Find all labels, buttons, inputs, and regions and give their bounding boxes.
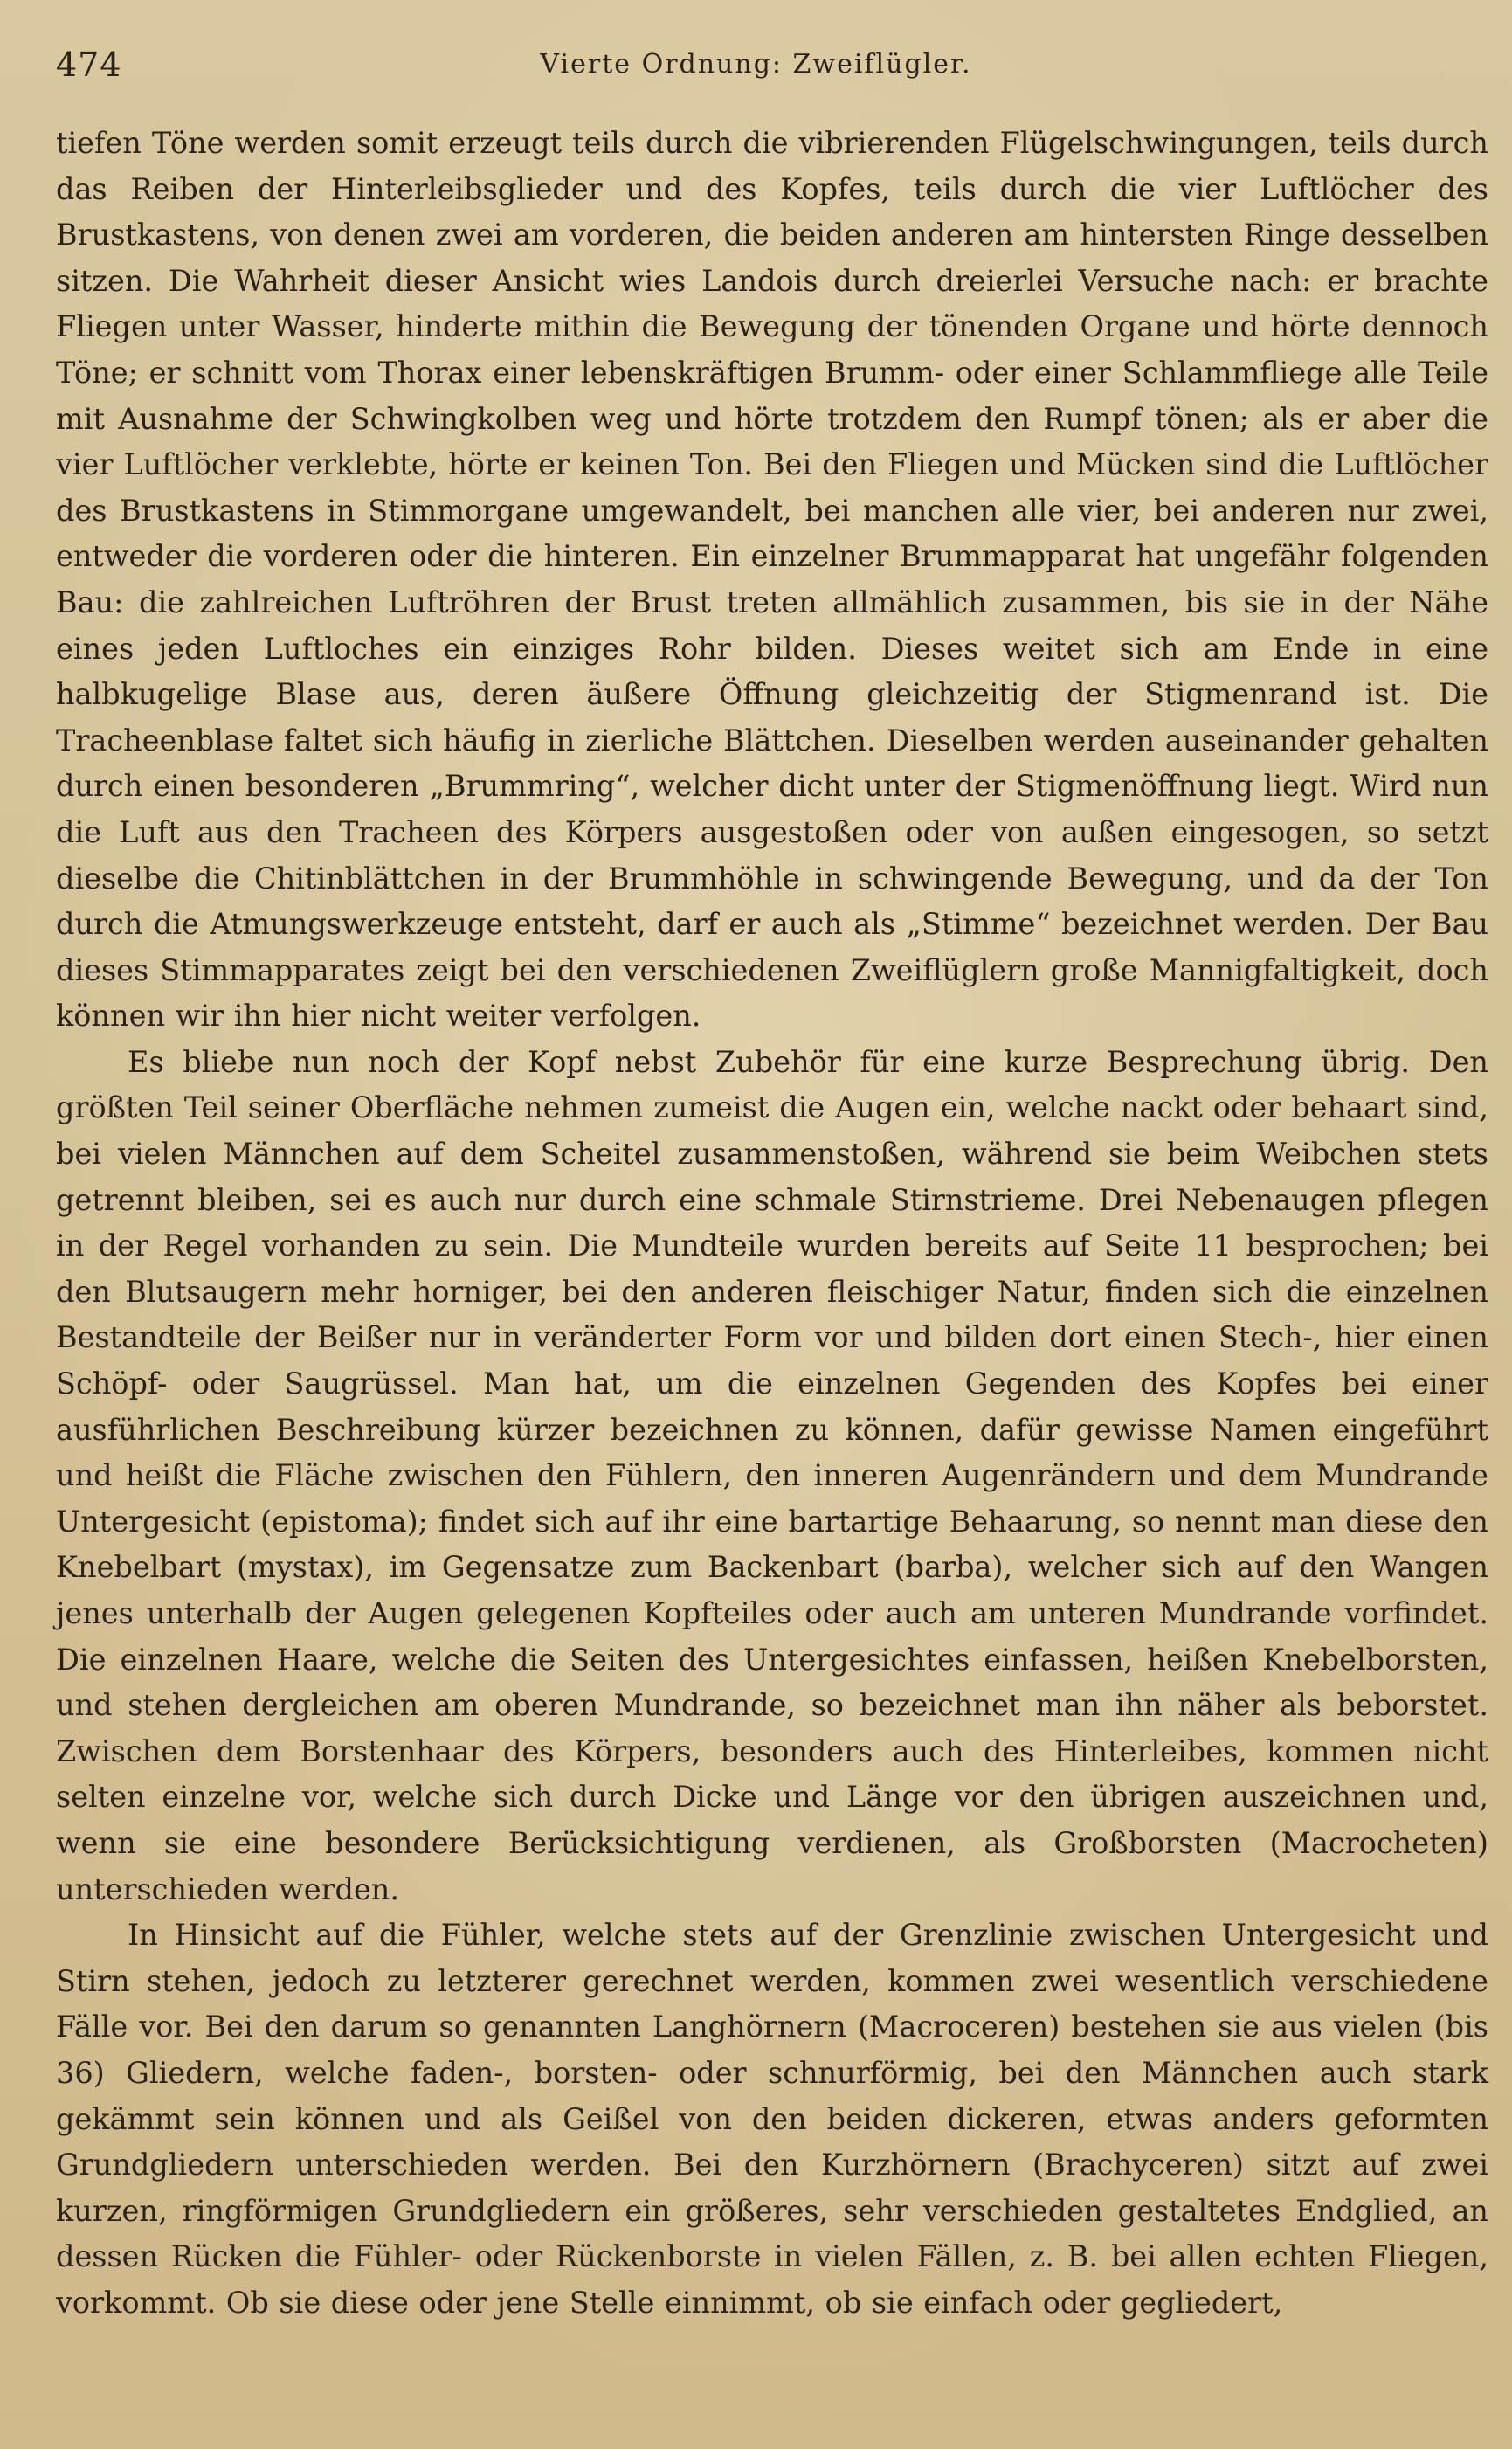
body-text <box>56 121 1488 2327</box>
paragraph-antennae: In Hinsicht auf die Fühler, welche stets auf der Grenzlinie zwischen Untergesicht und Stirn stehen, jedoch zu letzterer gerechnet werden, kommen zwei wesentlich verschiedene Fälle vor. Bei den darum so genannten Langhörnern (Macroceren) bestehen sie aus vielen (bis 36) Gliedern, welche faden-, borsten- oder schnurförmig, bei den Männchen auch stark gekämmt sein können und als Geißel von den beiden dickeren, etwas anders geformten Grundgliedern unterschieden werden. Bei den Kurzhörnern (Brachyceren) sitzt auf zwei kurzen, ringförmigen Grundgliedern ein größeres, sehr verschieden gestaltetes Endglied, an dessen Rücken die Fühler- oder Rückenborste in vielen Fällen, z. B. bei allen echten Fliegen, vorkommt. Ob sie diese oder jene Stelle einnimmt, ob sie einfach oder gegliedert, <box>56 1918 1488 2320</box>
paragraph-head: Es bliebe nun noch der Kopf nebst Zubehör für eine kurze Besprechung übrig. Den größten Teil seiner Oberfläche nehmen zumeist die Augen ein, welche nackt oder behaart sind, bei vielen Männchen auf dem Scheitel zusammenstoßen, während sie beim Weibchen stets getrennt bleiben, sei es auch nur durch eine schmale Stirnstrieme. Drei Nebenaugen pflegen in der Regel vorhanden zu sein. Die Mundteile wurden bereits auf Seite 11 besprochen; bei den Blutsaugern mehr horniger, bei den anderen fleischiger Natur, finden sich die einzelnen Bestandteile der Beißer nur in veränderter Form vor und bilden dort einen Stech-, hier einen Schöpf- oder Saugrüssel. Man hat, um die einzelnen Gegenden des Kopfes bei einer ausführlichen Beschreibung kürzer bezeichnen zu können, dafür gewisse Namen eingeführt und heißt die Fläche zwischen den Fühlern, den inneren Augenrändern und dem Mundrande Untergesicht (epistoma); findet sich auf ihr eine bartartige Behaarung, so nennt man diese den Knebelbart (mystax), im Gegensatze zum Backenbart (barba), welcher sich auf den Wangen jenes unterhalb der Augen gelegenen Kopfteiles oder auch am unteren Mundrande vorfindet. Die einzelnen Haare, welche die Seiten des Untergesichtes einfassen, heißen Knebelborsten, und stehen dergleichen am oberen Mundrande, so bezeichnet man ihn näher als beborstet. Zwischen dem Borstenhaar des Körpers, besonders auch des Hinterleibes, kommen nicht selten einzelne vor, welche sich durch Dicke und Länge vor den übrigen auszeichnen und, wenn sie eine besondere Berücksichtigung verdienen, als Großborsten (Macrocheten) unterschieden werden. <box>56 1044 1488 1906</box>
page-number: 474 <box>56 45 122 84</box>
running-head: Vierte Ordnung: Zweiflügler. <box>540 49 972 80</box>
paragraph-continued: tiefen Töne werden somit erzeugt teils durch die vibrierenden Flügelschwingungen, teils durch das Reiben der Hinterleibsglieder und des Kopfes, teils durch die vier Luftlöcher des Brustkastens, von denen zwei am vorderen, die beiden anderen am hintersten Ringe desselben sitzen. Die Wahrheit dieser Ansicht wies Landois durch dreierlei Versuche nach: er brachte Fliegen unter Wasser, hinderte mithin die Bewegung der tönenden Organe und hörte dennoch Töne; er schnitt vom Thorax einer lebenskräftigen Brumm- oder einer Schlammfliege alle Teile mit Ausnahme der Schwingkolben weg und hörte trotzdem den Rumpf tönen; als er aber die vier Luftlöcher verklebte, hörte er keinen Ton. Bei den Fliegen und Mücken sind die Luftlöcher des Brustkastens in Stimmorgane umgewandelt, bei manchen alle vier, bei anderen nur zwei, entweder die vorderen oder die hinteren. Ein einzelner Brummapparat hat ungefähr folgenden Bau: die zahlreichen Luftröhren der Brust treten allmählich zusammen, bis sie in der Nähe eines jeden Luftloches ein einziges Rohr bilden. Dieses weitet sich am Ende in eine halbkugelige Blase aus, deren äußere Öffnung gleichzeitig der Stigmenrand ist. Die Tracheenblase faltet sich häufig in zierliche Blättchen. Dieselben werden auseinander gehalten durch einen besonderen „Brummring“, welcher dicht unter der Stigmenöffnung liegt. Wird nun die Luft aus den Tracheen des Körpers ausgestoßen oder von außen eingesogen, so setzt dieselbe die Chitinblättchen in der Brummhöhle in schwingende Bewegung, und da der Ton durch die Atmungswerkzeuge entsteht, darf er auch als „Stimme“ bezeichnet werden. Der Bau dieses Stimmapparates zeigt bei den verschiedenen Zweiflüglern große Mannigfaltigkeit, doch können wir ihn hier nicht weiter verfolgen. <box>56 126 1488 1034</box>
page-header <box>56 45 1456 89</box>
